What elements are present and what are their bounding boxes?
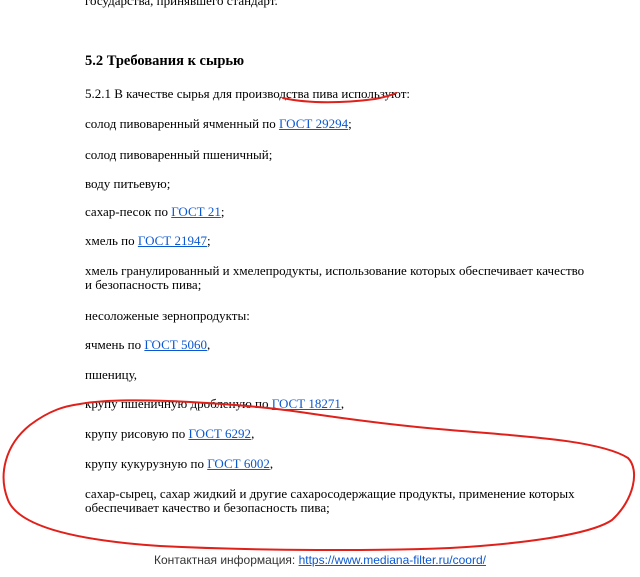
- gost-link[interactable]: ГОСТ 29294: [278, 116, 349, 131]
- list-item: сахар-песок по ГОСТ 21;: [85, 204, 225, 219]
- list-item: крупу рисовую по ГОСТ 6292,: [85, 426, 255, 441]
- list-item: обеспечивает качество и безопасность пива;: [85, 500, 330, 515]
- footer-contact: [0, 553, 640, 567]
- list-item: хмель по ГОСТ 21947;: [85, 233, 211, 248]
- list-item: крупу пшеничную дробленую по ГОСТ 18271,: [85, 396, 345, 411]
- list-item: сахар-сырец, сахар жидкий и другие сахаросодержащие продукты, применение которых: [85, 486, 575, 501]
- list-item: солод пивоваренный ячменный по ГОСТ 29294;: [85, 116, 352, 131]
- list-item: крупу кукурузную по ГОСТ 6002,: [85, 456, 274, 471]
- intro-paragraph: 5.2.1 В качестве сырья для производства пива используют:: [85, 86, 410, 101]
- gost-link[interactable]: ГОСТ 21: [171, 204, 221, 219]
- gost-link[interactable]: ГОСТ 5060: [144, 337, 207, 352]
- gost-link[interactable]: ГОСТ 21947: [137, 233, 207, 248]
- section-heading: 5.2 Требования к сырью: [85, 53, 245, 69]
- gost-link[interactable]: ГОСТ 6292: [188, 426, 252, 441]
- list-item: несоложеные зернопродукты:: [85, 308, 250, 323]
- list-item: воду питьевую;: [85, 176, 171, 191]
- footer-link[interactable]: https://www.mediana-filter.ru/coord/: [298, 553, 486, 567]
- list-item: ячмень по ГОСТ 5060,: [85, 337, 211, 352]
- footer-label: Контактная информация:: [154, 553, 299, 567]
- list-item: солод пивоваренный пшеничный;: [85, 147, 273, 162]
- top-partial-line: государства, принявшего стандарт.: [85, 0, 278, 8]
- gost-link[interactable]: ГОСТ 18271: [271, 396, 341, 411]
- red-circle-stroke: [4, 400, 634, 550]
- list-item: пшеницу,: [85, 367, 138, 382]
- list-item: хмель гранулированный и хмелепродукты, использование которых обеспечивает качество: [85, 263, 585, 278]
- gost-link[interactable]: ГОСТ 6002: [207, 456, 270, 471]
- list-item: и безопасность пива;: [85, 277, 202, 292]
